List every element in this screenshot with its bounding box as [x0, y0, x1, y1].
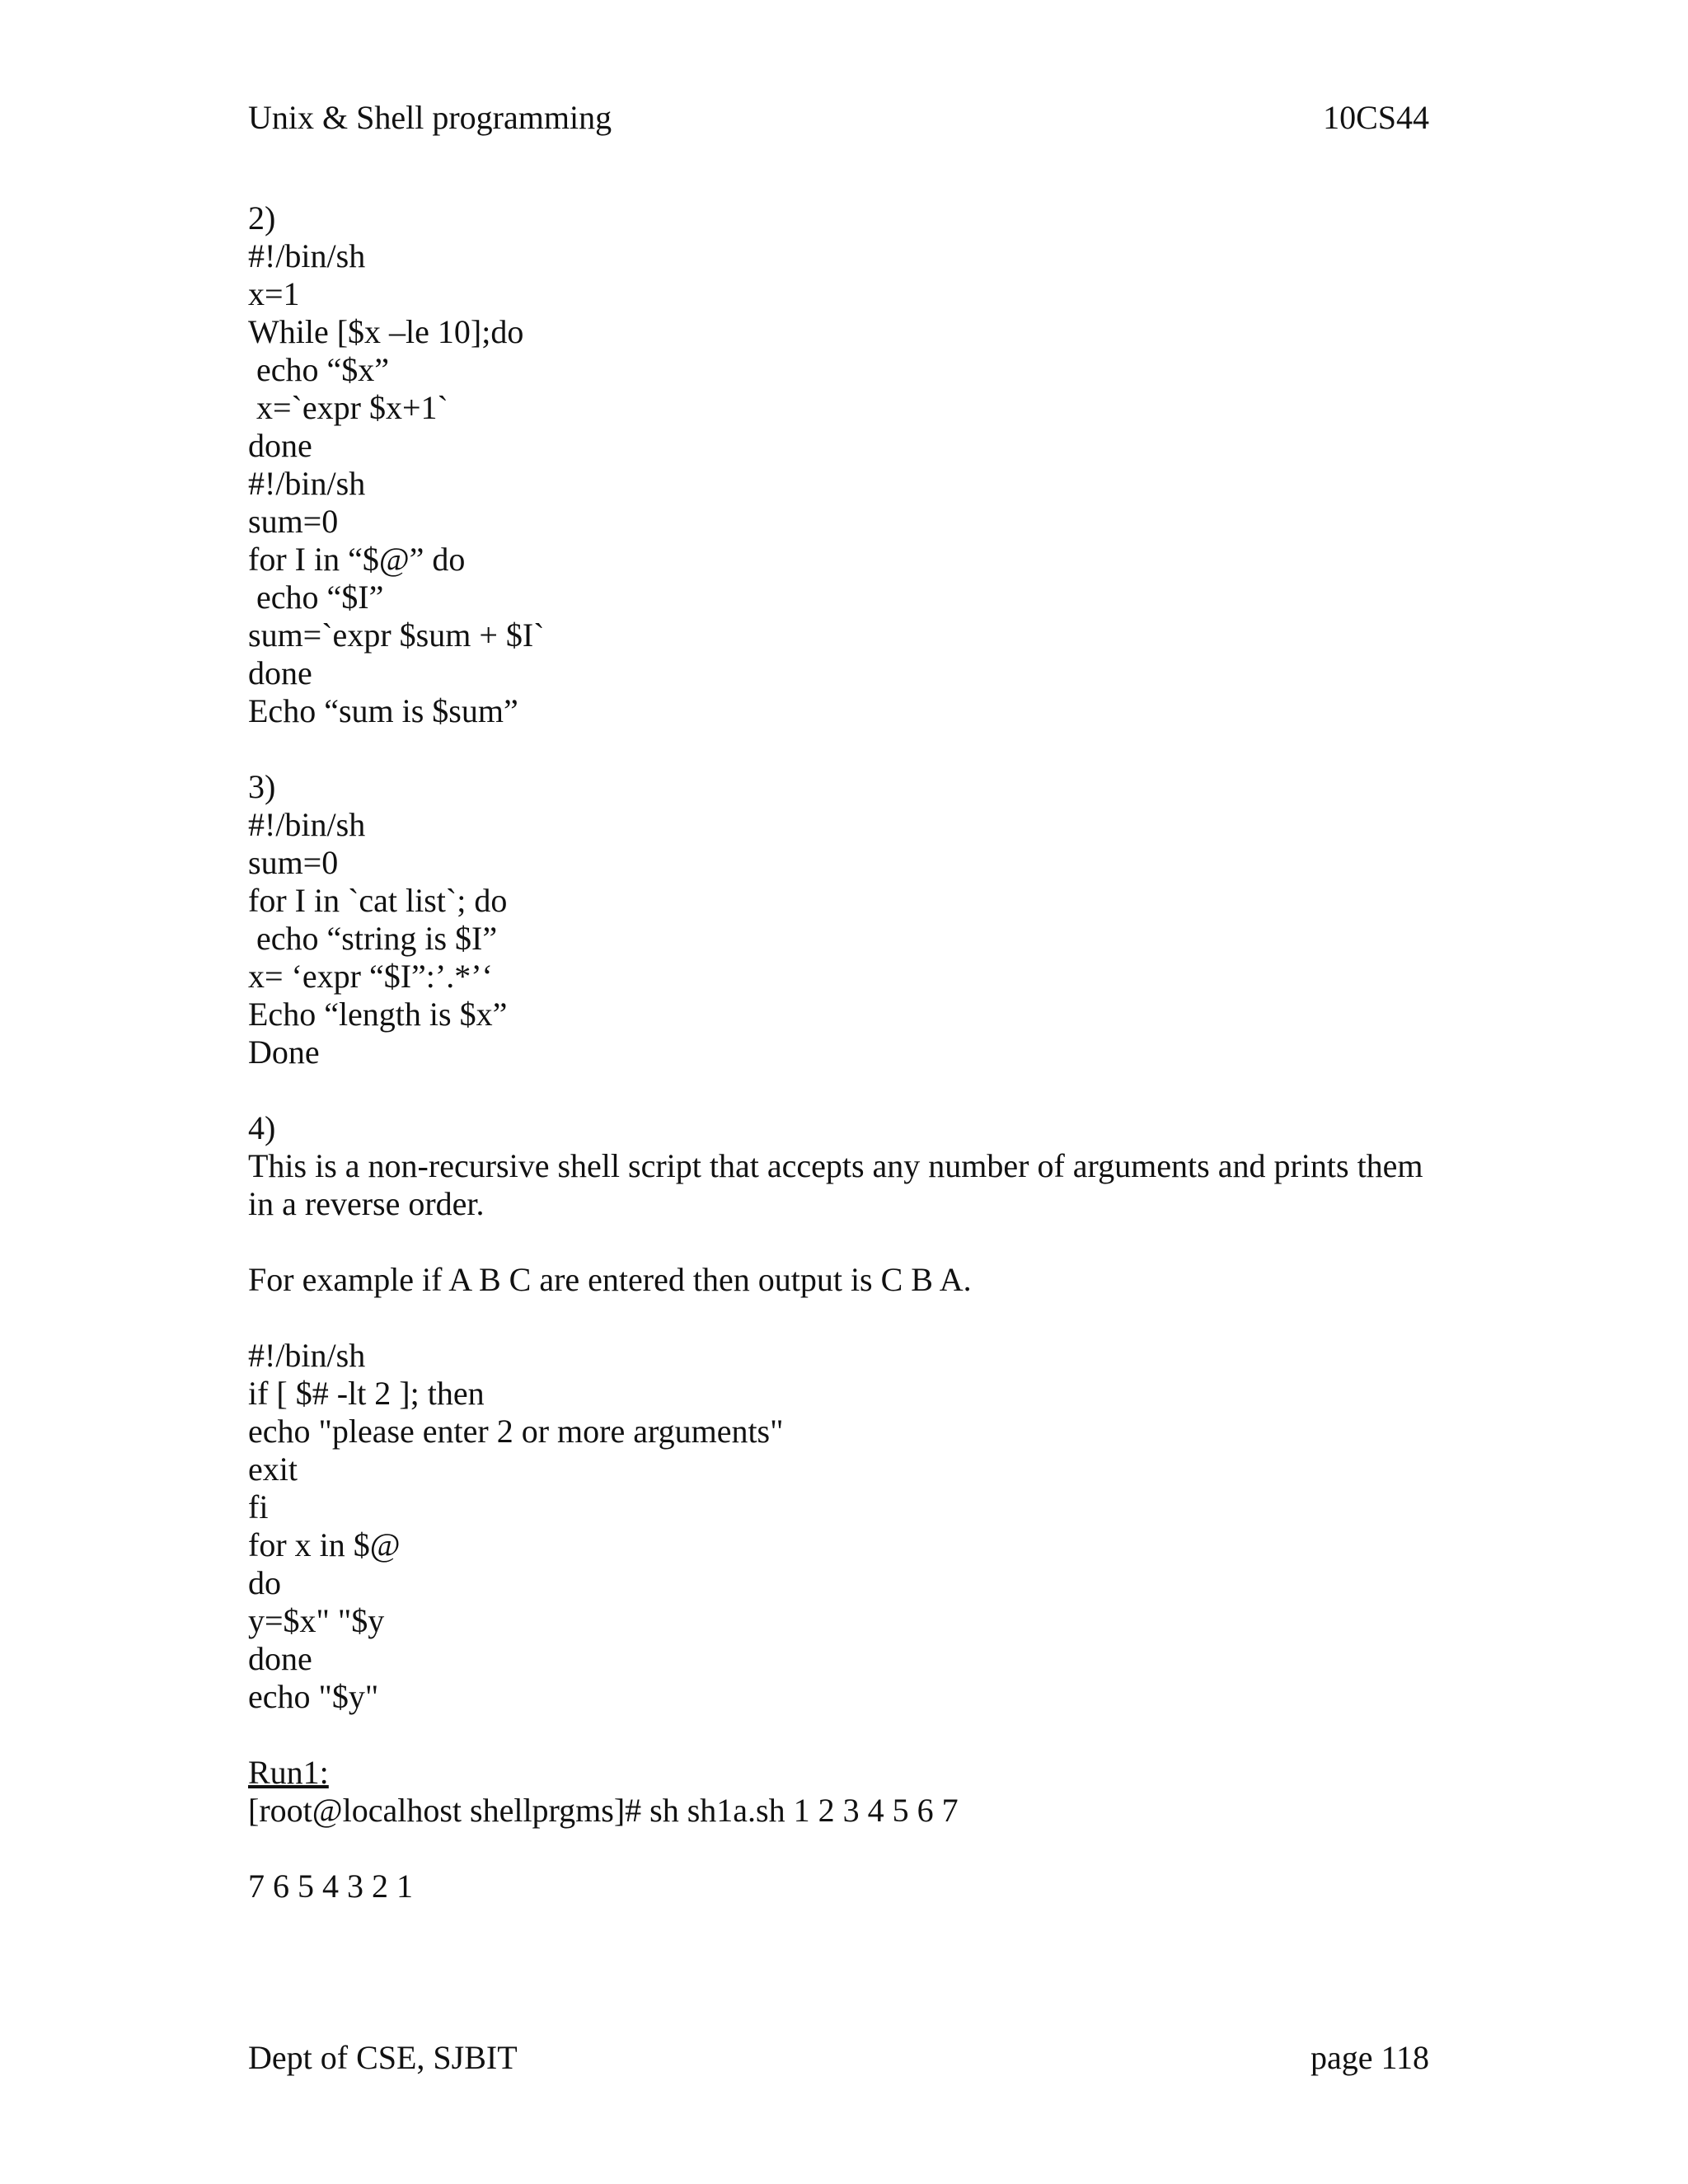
code-line: While [$x –le 10];do — [248, 313, 524, 350]
spacer — [248, 1071, 1441, 1109]
code-line: y=$x" "$y — [248, 1602, 385, 1639]
code-line: x=1 — [248, 275, 300, 312]
spacer — [248, 730, 1441, 768]
code-line: #!/bin/sh — [248, 237, 366, 274]
code-line: sum=0 — [248, 503, 339, 540]
spacer — [248, 1223, 1441, 1261]
code-line: Echo “length is $x” — [248, 996, 508, 1033]
header-course-code: 10CS44 — [1323, 99, 1429, 136]
code-line: #!/bin/sh — [248, 465, 366, 502]
page-footer — [248, 2039, 1429, 2077]
section-number: 4) — [248, 1109, 276, 1146]
code-line: fi — [248, 1488, 269, 1526]
code-line: echo "$y" — [248, 1678, 379, 1715]
code-line: for I in “$@” do — [248, 541, 466, 578]
spacer — [248, 1716, 1441, 1754]
page-header — [248, 99, 1429, 137]
code-line: echo “$x” — [248, 351, 390, 388]
section-3 — [248, 768, 1441, 1071]
spacer — [248, 1830, 1441, 1868]
code-line: sum=`expr $sum + $I` — [248, 616, 545, 654]
code-line: echo “$I” — [248, 579, 384, 616]
code-line: #!/bin/sh — [248, 1337, 366, 1374]
code-line: x=`expr $x+1` — [248, 389, 448, 426]
section-number: 2) — [248, 199, 276, 237]
code-line: if [ $# -lt 2 ]; then — [248, 1375, 485, 1412]
run-output: 7 6 5 4 3 2 1 — [248, 1868, 413, 1905]
code-line: echo "please enter 2 or more arguments" — [248, 1413, 784, 1450]
section-description: This is a non-recursive shell script that accepts any number of arguments and prints them in a reverse order. — [248, 1147, 1423, 1222]
section-2 — [248, 199, 1441, 730]
code-line: echo “string is $I” — [248, 920, 498, 957]
section-4 — [248, 1109, 1441, 1905]
code-line: done — [248, 1640, 312, 1677]
code-line: sum=0 — [248, 844, 339, 881]
run-command: [root@localhost shellprgms]# sh sh1a.sh 1 2 3 4 5 6 7 — [248, 1792, 959, 1829]
header-course-title: Unix & Shell programming — [248, 99, 612, 136]
code-line: done — [248, 427, 312, 464]
spacer — [248, 1299, 1441, 1337]
code-line: Echo “sum is $sum” — [248, 692, 518, 729]
code-line: do — [248, 1564, 281, 1601]
code-line: for I in `cat list`; do — [248, 882, 508, 919]
code-line: Done — [248, 1033, 320, 1071]
footer-department: Dept of CSE, SJBIT — [248, 2039, 518, 2076]
code-line: exit — [248, 1451, 298, 1488]
page-content — [248, 199, 1441, 1905]
code-line: for x in $@ — [248, 1526, 401, 1563]
section-example: For example if A B C are entered then output is C B A. — [248, 1261, 972, 1298]
code-line: done — [248, 654, 312, 691]
footer-page-number: page 118 — [1310, 2039, 1429, 2076]
run-label: Run1: — [248, 1754, 329, 1791]
code-line: x= ‘expr “$I”:’.*’‘ — [248, 958, 493, 995]
section-number: 3) — [248, 768, 276, 805]
code-line: #!/bin/sh — [248, 806, 366, 843]
